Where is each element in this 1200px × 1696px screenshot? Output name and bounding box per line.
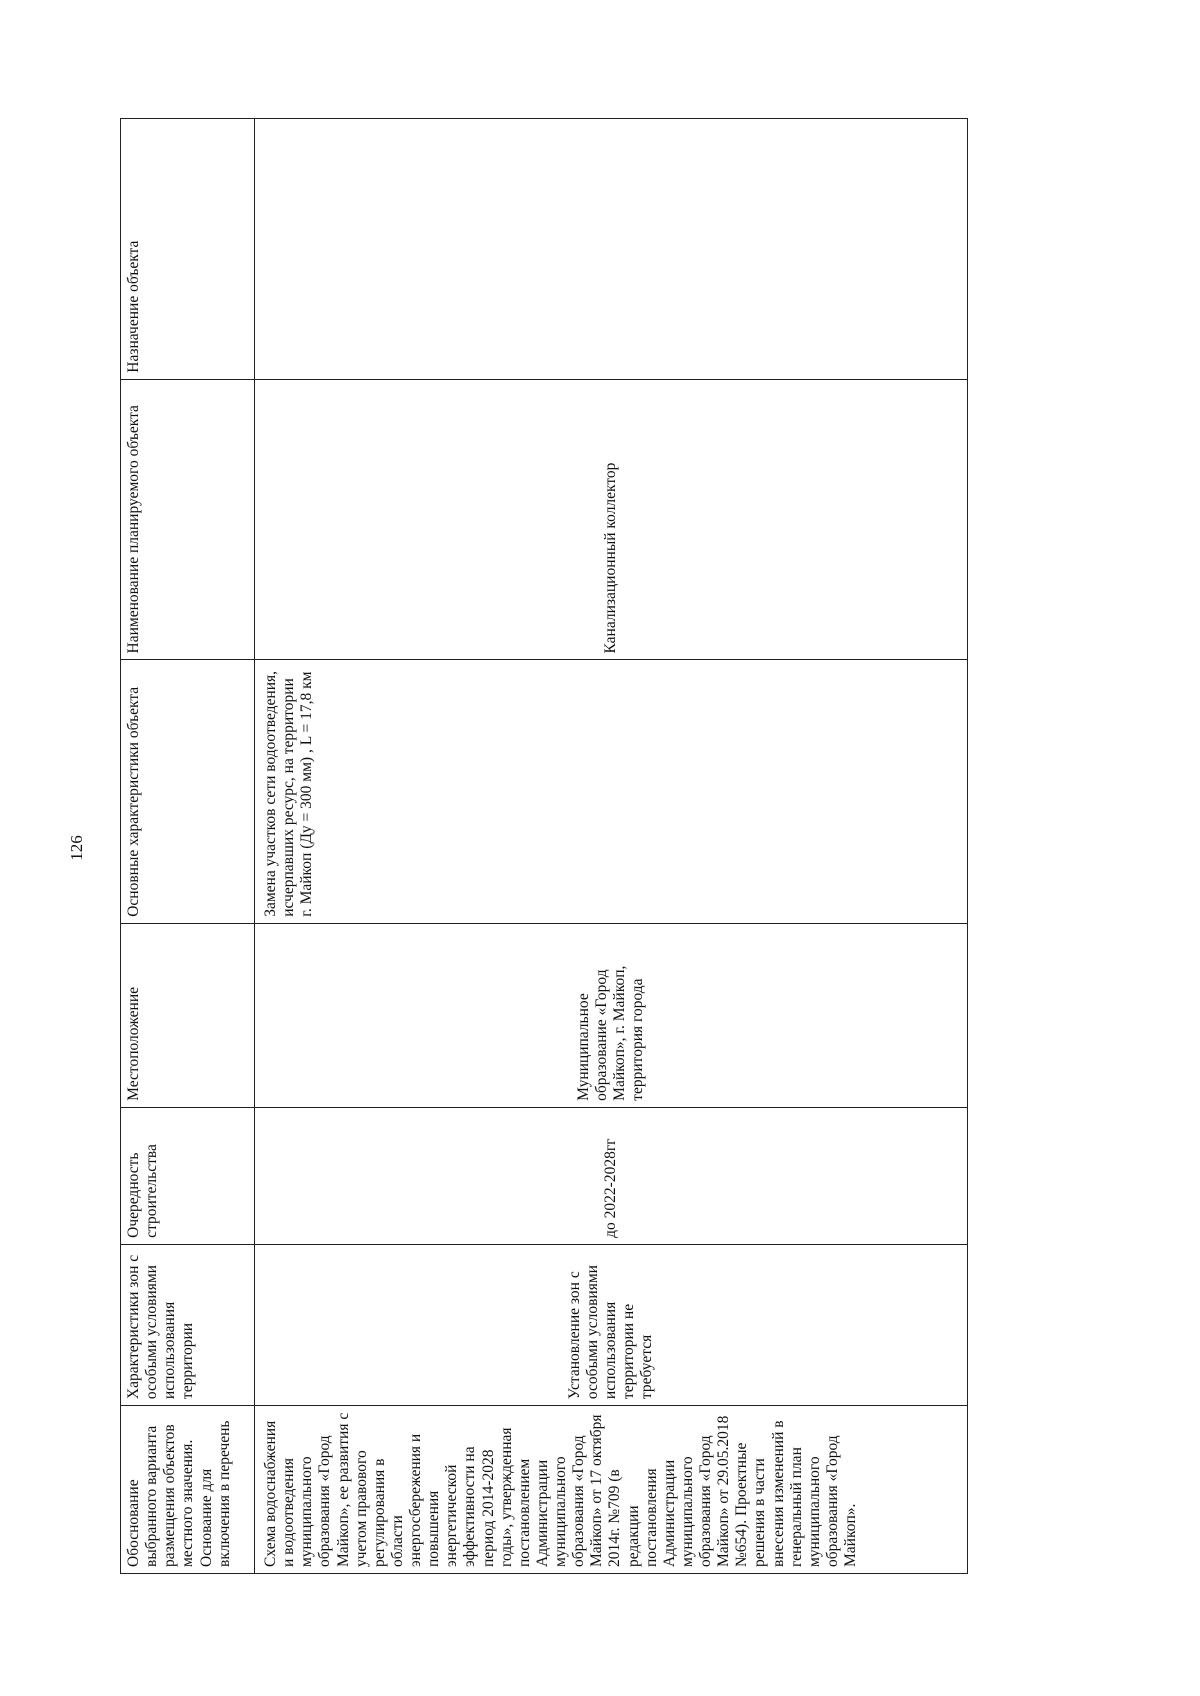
header-cell-location xyxy=(121,923,255,1107)
table-header-row xyxy=(121,119,255,1574)
rotated-table-container xyxy=(120,118,968,1574)
schedule-text: до 2022-2028гг xyxy=(601,1138,619,1238)
header-text: Очередность строительства xyxy=(125,1144,161,1238)
cell-zones xyxy=(255,1244,968,1405)
page-number: 126 xyxy=(67,835,86,861)
cell-schedule xyxy=(255,1107,968,1244)
object-name-text: Канализационный коллектор xyxy=(601,462,619,654)
header-text: Основные характеристики объекта xyxy=(125,686,142,917)
cell-purpose xyxy=(255,119,968,380)
zones-text: Установление зон с особыми условиями использования территории не требуется xyxy=(565,1265,656,1400)
planned-objects-table xyxy=(120,118,968,1574)
header-text: Местоположение xyxy=(125,986,142,1101)
justification-text: Схема водоснабжения и водоотведения муниципального образования «Город Майкоп», ее развития с учетом правового регулирования в области энергосбережения и повышения энергетической эффективности на период 2014-2028 годы», утвержденная постановлением Администрации муниципального образования «Город Майкоп» от 17 октября 2014г. №709 (в редакции постановления Администрации муниципального образования «Город Майкоп» от 29.05.2018 №654). Проектные решения в части внесения изменений в генеральный план муниципального образования «Город Майкоп». xyxy=(262,1412,859,1567)
header-text: Обоснование выбранного варианта размещения объектов местного значения. Основание для включения в перечень xyxy=(125,1420,233,1567)
cell-location xyxy=(255,923,968,1107)
header-cell-purpose xyxy=(121,119,255,380)
cell-name xyxy=(255,379,968,660)
header-cell-zones xyxy=(121,1244,255,1405)
header-text: Наименование планируемого объекта xyxy=(125,405,142,654)
table-row xyxy=(255,119,968,1574)
cell-characteristics xyxy=(255,660,968,923)
cell-justification xyxy=(255,1406,968,1574)
header-text: Характеристики зон с особыми условиями использования территории xyxy=(125,1254,197,1400)
header-cell-justification xyxy=(121,1406,255,1574)
location-text: Муниципальное образование «Город Майкоп», г. Майкоп, территория города xyxy=(574,965,647,1101)
header-cell-schedule xyxy=(121,1107,255,1244)
header-text: Назначение объекта xyxy=(125,240,142,373)
header-cell-characteristics xyxy=(121,660,255,923)
characteristics-text: Замена участков сети водоотведения, исчерпавших ресурс, на территории г. Майкоп (Ду = 300 мм) , L = 17,8 км xyxy=(262,671,316,917)
header-cell-name xyxy=(121,379,255,660)
